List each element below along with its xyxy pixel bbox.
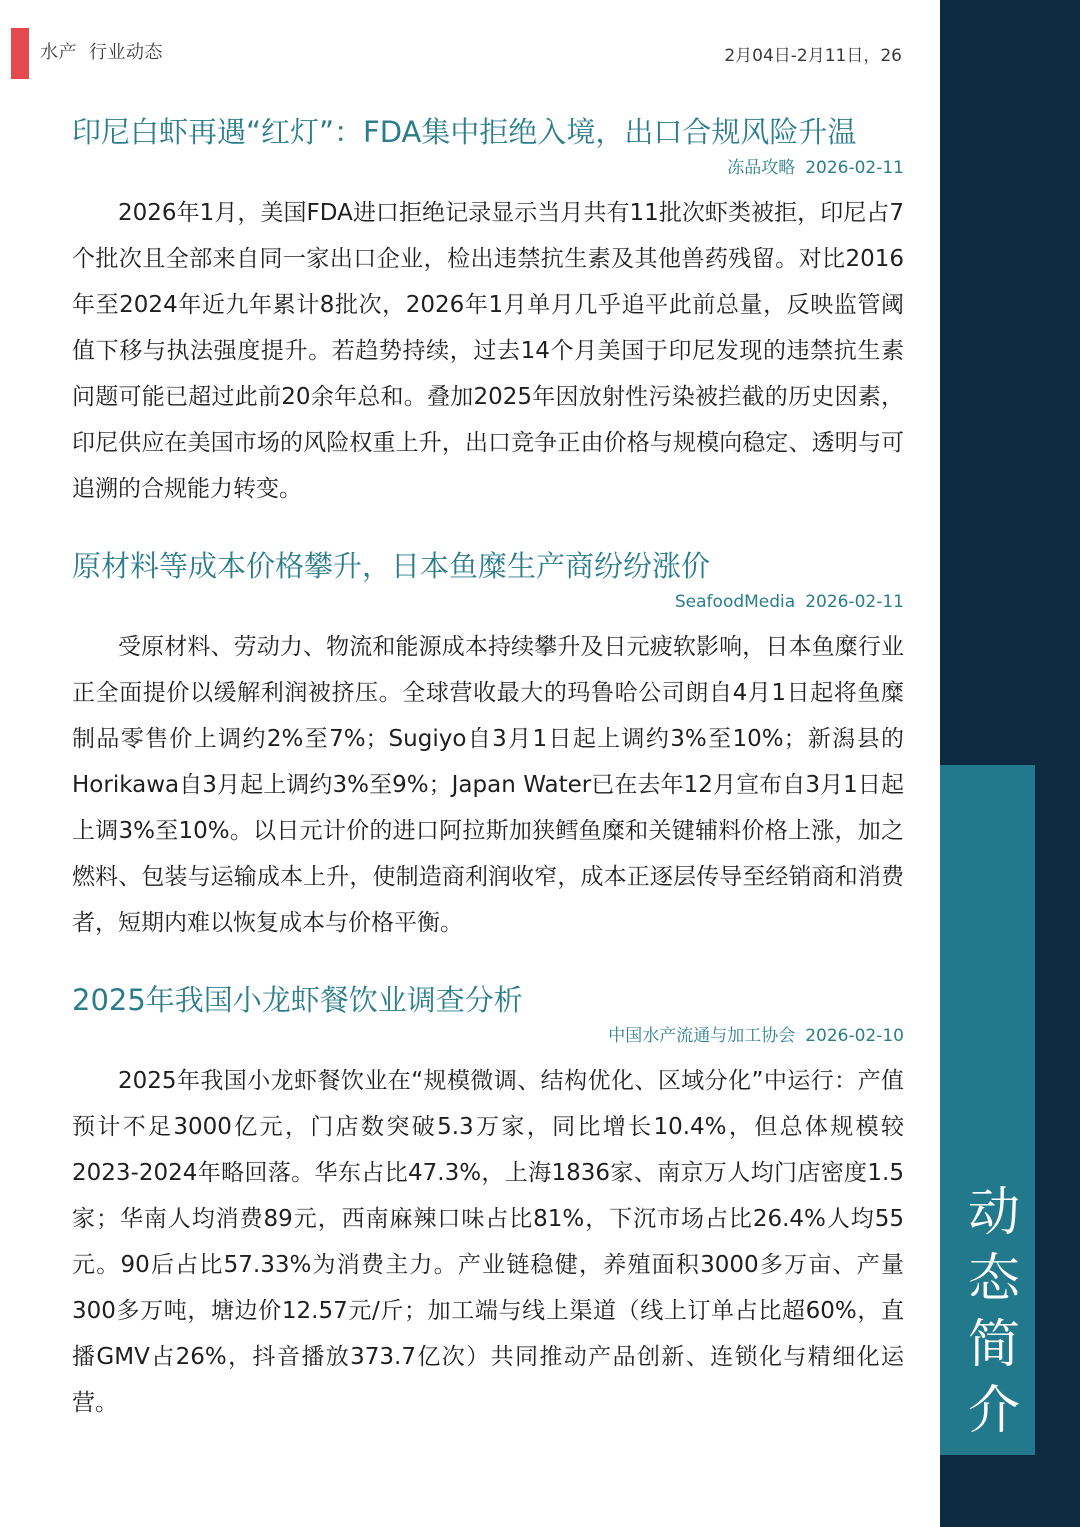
- sidebar-title: [963, 1180, 1025, 1444]
- article-body: 2026年1月，美国FDA进口拒绝记录显示当月共有11批次虾类被拒，印尼占7个批次且全部来自同一家出口企业，检出违禁抗生素及其他兽药残留。对比2016年至2024年近九年累计8批次，2026年1月单月几乎追平此前总量，反映监管阈值下移与执法强度提升。若趋势持续，过去14个月美国于印尼发现的违禁抗生素问题可能已超过此前20余年总和。叠加2025年因放射性污染被拦截的历史因素，印尼供应在美国市场的风险权重上升，出口竞争正由价格与规模向稳定、透明与可追溯的合规能力转变。: [72, 200, 904, 502]
- article-title: 原材料等成本价格攀升，日本鱼糜生产商纷纷涨价: [72, 549, 711, 583]
- article-source: 冻品攻略: [727, 158, 796, 178]
- article: [72, 110, 904, 512]
- article-source: 中国水产流通与加工协会: [608, 1026, 796, 1046]
- header-date-page: 2月04日-2月11日，26: [724, 46, 902, 66]
- article-title: 2025年我国小龙虾餐饮业调查分析: [72, 983, 523, 1017]
- sidebar-title-char: 态: [967, 1249, 1020, 1309]
- article-meta: [72, 156, 904, 180]
- article-meta: [72, 590, 904, 614]
- article-body: 受原材料、劳动力、物流和能源成本持续攀升及日元疲软影响，日本鱼糜行业正全面提价以缓解利润被挤压。全球营收最大的玛鲁哈公司朗自4月1日起将鱼糜制品零售价上调约2%至7%；Sugiyo自3月1日起上调约3%至10%；新潟县的Horikawa自3月起上调约3%至9%；Japan Water已在去年12月宣布自3月1日起上调3%至10%。以日元计价的进口阿拉斯加狭鳕鱼糜和关键辅料价格上涨，加之燃料、包装与运输成本上升，使制造商利润收窄，成本正逐层传导至经销商和消费者，短期内难以恢复成本与价格平衡。: [72, 634, 904, 936]
- article-date: 2026-02-11: [805, 592, 904, 612]
- header-section-label: [40, 38, 163, 64]
- sidebar-title-char: 动: [967, 1183, 1020, 1243]
- article-date: 2026-02-11: [805, 158, 904, 178]
- header-section: 行业动态: [89, 42, 163, 63]
- header-accent-bar: [11, 28, 29, 79]
- article: [72, 978, 904, 1426]
- sidebar-title-char: 简: [967, 1315, 1020, 1375]
- article-list: [72, 110, 904, 1426]
- sidebar-title-char: 介: [967, 1381, 1020, 1441]
- article-title: 印尼白虾再遇“红灯”：FDA集中拒绝入境，出口合规风险升温: [72, 115, 857, 149]
- article-source: SeafoodMedia: [674, 592, 796, 612]
- article-body: 2025年我国小龙虾餐饮业在“规模微调、结构优化、区域分化”中运行：产值预计不足3000亿元，门店数突破5.3万家，同比增长10.4%，但总体规模较2023-2024年略回落。华东占比47.3%，上海1836家、南京万人均门店密度1.5家；华南人均消费89元，西南麻辣口味占比81%，下沉市场占比26.4%人均55元。90后占比57.33%为消费主力。产业链稳健，养殖面积3000多万亩、产量300多万吨，塘边价12.57元/斤；加工端与线上渠道（线上订单占比超60%，直播GMV占26%，抖音播放373.7亿次）共同推动产品创新、连锁化与精细化运营。: [72, 1068, 904, 1416]
- header-category: 水产: [40, 42, 77, 63]
- article: [72, 544, 904, 946]
- article-meta: [72, 1024, 904, 1048]
- article-date: 2026-02-10: [805, 1026, 904, 1046]
